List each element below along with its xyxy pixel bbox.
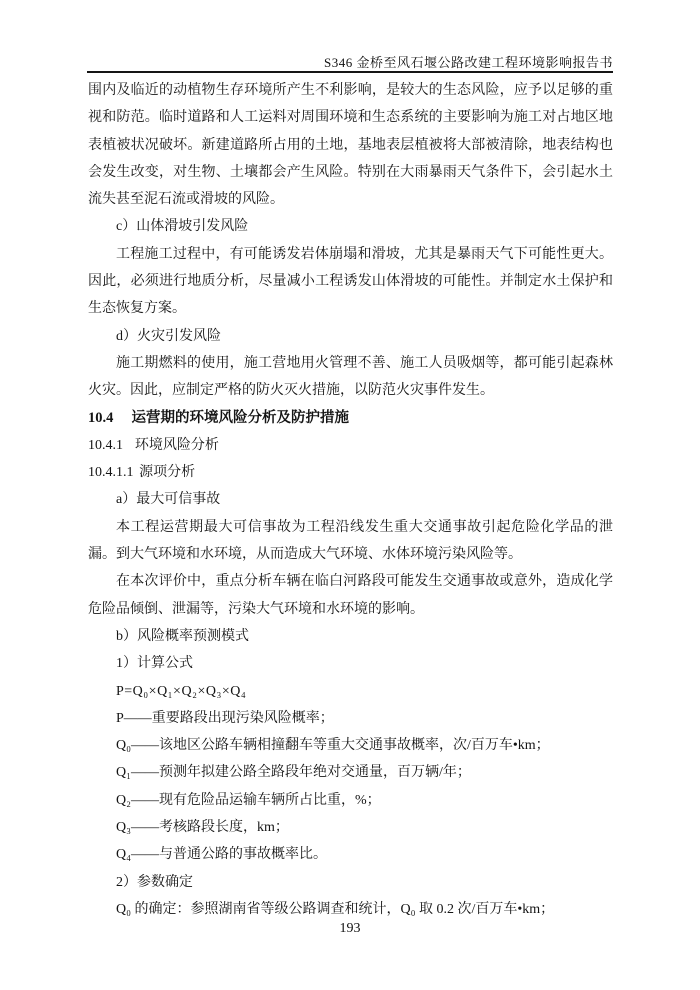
paragraph-fire-risk: 施工期燃料的使用，施工营地用火管理不善、施工人员吸烟等，都可能引起森林火灾。因此，应制定严格的防火灭火措施，以防范火灾事件发生。 <box>88 355 613 399</box>
definition-Q4: Q₄——与普通公路的事故概率比。 <box>116 847 327 863</box>
section-heading-10-4-1-1 <box>88 459 613 486</box>
section-title-10-4-1-1: 源项分析 <box>139 465 196 481</box>
definition-Q0: Q₀——该地区公路车辆相撞翻车等重大交通事故概率，次/百万车•km； <box>116 738 550 754</box>
paragraph-continuation-ecology-risk: 围内及临近的动植物生存环境所产生不利影响，是较大的生态风险，应予以足够的重视和防范。临时道路和人工运料对周围环境和生态系统的主要影响为施工对占地区地表植被状况破坏。新建道路所占用的土地，基地表层植被将大部被清除，地表结构也会发生改变，对生物、土壤都会产生风险。特别在大雨暴雨天气条件下，会引起水土流失甚至泥石流或滑坡的风险。 <box>88 83 613 208</box>
risk-probability-formula: P=Q₀×Q₁×Q₂×Q₃×Q₄ <box>116 683 247 699</box>
document-body <box>88 77 613 923</box>
section-number-10-4: 10.4 <box>88 409 114 426</box>
paragraph-landslide-risk: 工程施工过程中，有可能诱发岩体崩塌和滑坡，尤其是暴雨天气下可能性更大。因此，必须进行地质分析，尽量减小工程诱发山体滑坡的可能性。并制定水土保护和生态恢复方案。 <box>88 246 613 317</box>
paragraph-max-credible-accident: 本工程运营期最大可信事故为工程沿线发生重大交通事故引起危险化学品的泄漏。到大气环境和水环境，从而造成大气环境、水体环境污染风险等。 <box>88 519 613 563</box>
section-heading-10-4-1 <box>88 432 613 459</box>
section-number-10-4-1: 10.4.1 <box>88 437 123 453</box>
list-item-1-calculation-formula: 1）计算公式 <box>116 656 193 672</box>
page-number: 193 <box>339 921 361 936</box>
section-title-10-4-1: 环境风险分析 <box>134 437 219 453</box>
section-number-10-4-1-1: 10.4.1.1 <box>88 465 134 481</box>
list-item-a-max-credible-accident: a）最大可信事故 <box>116 492 221 508</box>
section-title-10-4: 运营期的环境风险分析及防护措施 <box>131 409 349 426</box>
definition-Q2: Q₂——现有危险品运输车辆所占比重，%； <box>116 792 381 808</box>
header-divider-rule <box>87 71 613 73</box>
paragraph-evaluation-focus: 在本次评价中，重点分析车辆在临白河路段可能发生交通事故或意外，造成化学危险品倾倒、泄漏等，污染大气环境和水环境的影响。 <box>88 574 613 617</box>
paragraph-Q0-determination: Q₀ 的确定：参照湖南省等级公路调查和统计，Q₀ 取 0.2 次/百万车•km； <box>116 901 555 917</box>
list-item-d-fire-risk: d）火灾引发风险 <box>116 328 221 344</box>
definition-Q1: Q₁——预测年拟建公路全路段年绝对交通量，百万辆/年； <box>116 765 471 781</box>
definition-Q3: Q₃——考核路段长度，km； <box>116 820 289 836</box>
running-header-title: S346 金桥至风石堰公路改建工程环境影响报告书 <box>324 55 613 70</box>
list-item-b-risk-probability-model: b）风险概率预测模式 <box>116 628 249 644</box>
list-item-c-landslide-risk: c）山体滑坡引发风险 <box>116 219 249 235</box>
definition-P: P——重要路段出现污染风险概率； <box>116 710 334 726</box>
section-heading-10-4 <box>88 405 613 432</box>
list-item-2-parameter-determination: 2）参数确定 <box>116 874 193 890</box>
